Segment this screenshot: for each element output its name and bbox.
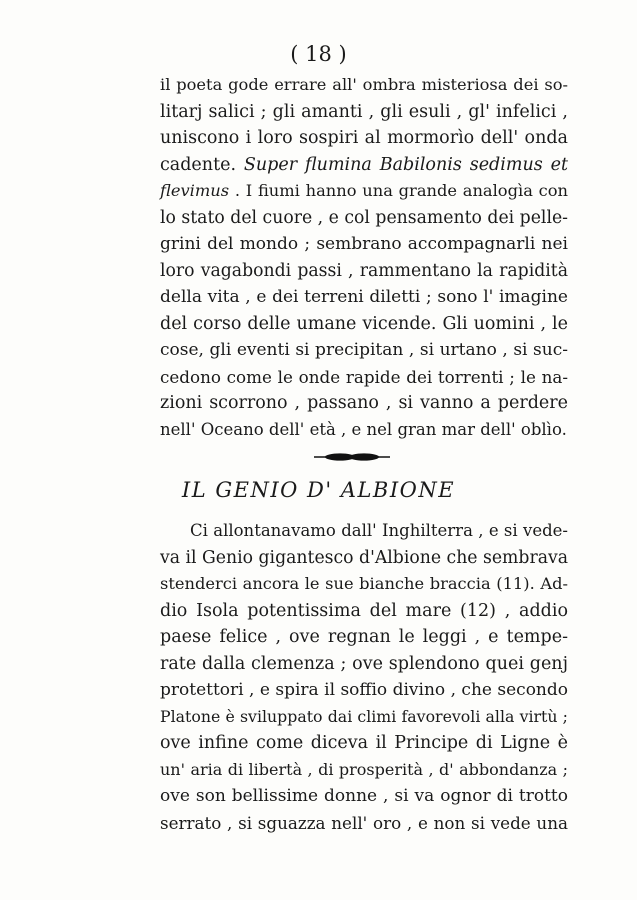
text-line: paese felice , ove regnan le leggi , e tempe- (160, 627, 568, 647)
section-title: IL GENIO D' ALBIONE (181, 478, 456, 502)
text-line: della vita , e dei terreni diletti ; sono l' imagine (160, 287, 568, 307)
text-line: rate dalla clemenza ; ove splendono quei genj (160, 653, 568, 674)
page-number: ( 18 ) (290, 42, 347, 66)
text-line: il poeta gode errare all' ombra misteriosa dei so- (160, 75, 568, 94)
text-line: va il Genio gigantesco d'Albione che sembrava (160, 547, 569, 568)
text-line: lo stato del cuore , e col pensamento dei pelle- (160, 207, 568, 228)
latin-quote: Super flumina Babilonis sedimus et (243, 154, 568, 175)
text-line: grini del mondo ; sembrano accompagnarli nei (160, 234, 568, 254)
text-line: litarj salici ; gli amanti , gli esuli , gl' infelici , (160, 101, 568, 122)
text-line: dio Isola potentissima del mare (12) , addio (160, 600, 568, 621)
ornament-divider (314, 451, 390, 463)
text-line: ove son bellissime donne , si va ognor di trotto (160, 786, 568, 806)
text-line-mixed (160, 178, 568, 205)
text-line: stenderci ancora le sue bianche braccia (11). Ad- (160, 574, 568, 593)
text-segment: . I fiumi hanno una grande analogìa con (234, 181, 568, 200)
text-line: serrato , si sguazza nell' oro , e non si vede una (160, 812, 568, 833)
text-line: cose, gli eventi si precipitan , si urtano , si suc- (160, 340, 568, 360)
paragraph-2 (160, 518, 568, 836)
text-segment: cadente. (160, 154, 237, 175)
text-line: loro vagabondi passi , rammentano la rapidità (160, 260, 568, 281)
text-line: uniscono i loro sospiri al mormorìo dell' onda (160, 128, 568, 148)
text-line: Platone è sviluppato dai climi favorevoli alla virtù ; (160, 706, 568, 726)
text-line: nell' Oceano dell' età , e nel gran mar dell' oblìo. (160, 419, 567, 439)
paragraph-1 (160, 72, 568, 443)
text-line: ove infine come diceva il Principe di Ligne è (160, 733, 568, 753)
text-line: cedono come le onde rapide dei torrenti ; le na- (160, 366, 568, 387)
latin-quote: flevimus (160, 181, 230, 200)
text-line: un' aria di libertà , di prosperità , d' abbondanza ; (160, 759, 568, 779)
text-line: Ci allontanavamo dall' Inghilterra , e si vede- (190, 521, 568, 540)
text-line: zioni scorrono , passano , si vanno a perdere (160, 393, 568, 413)
text-line-mixed (160, 152, 568, 179)
text-line: protettori , e spira il soffio divino , che secondo (160, 680, 568, 700)
text-line: del corso delle umane vicende. Gli uomini , le (160, 313, 568, 334)
